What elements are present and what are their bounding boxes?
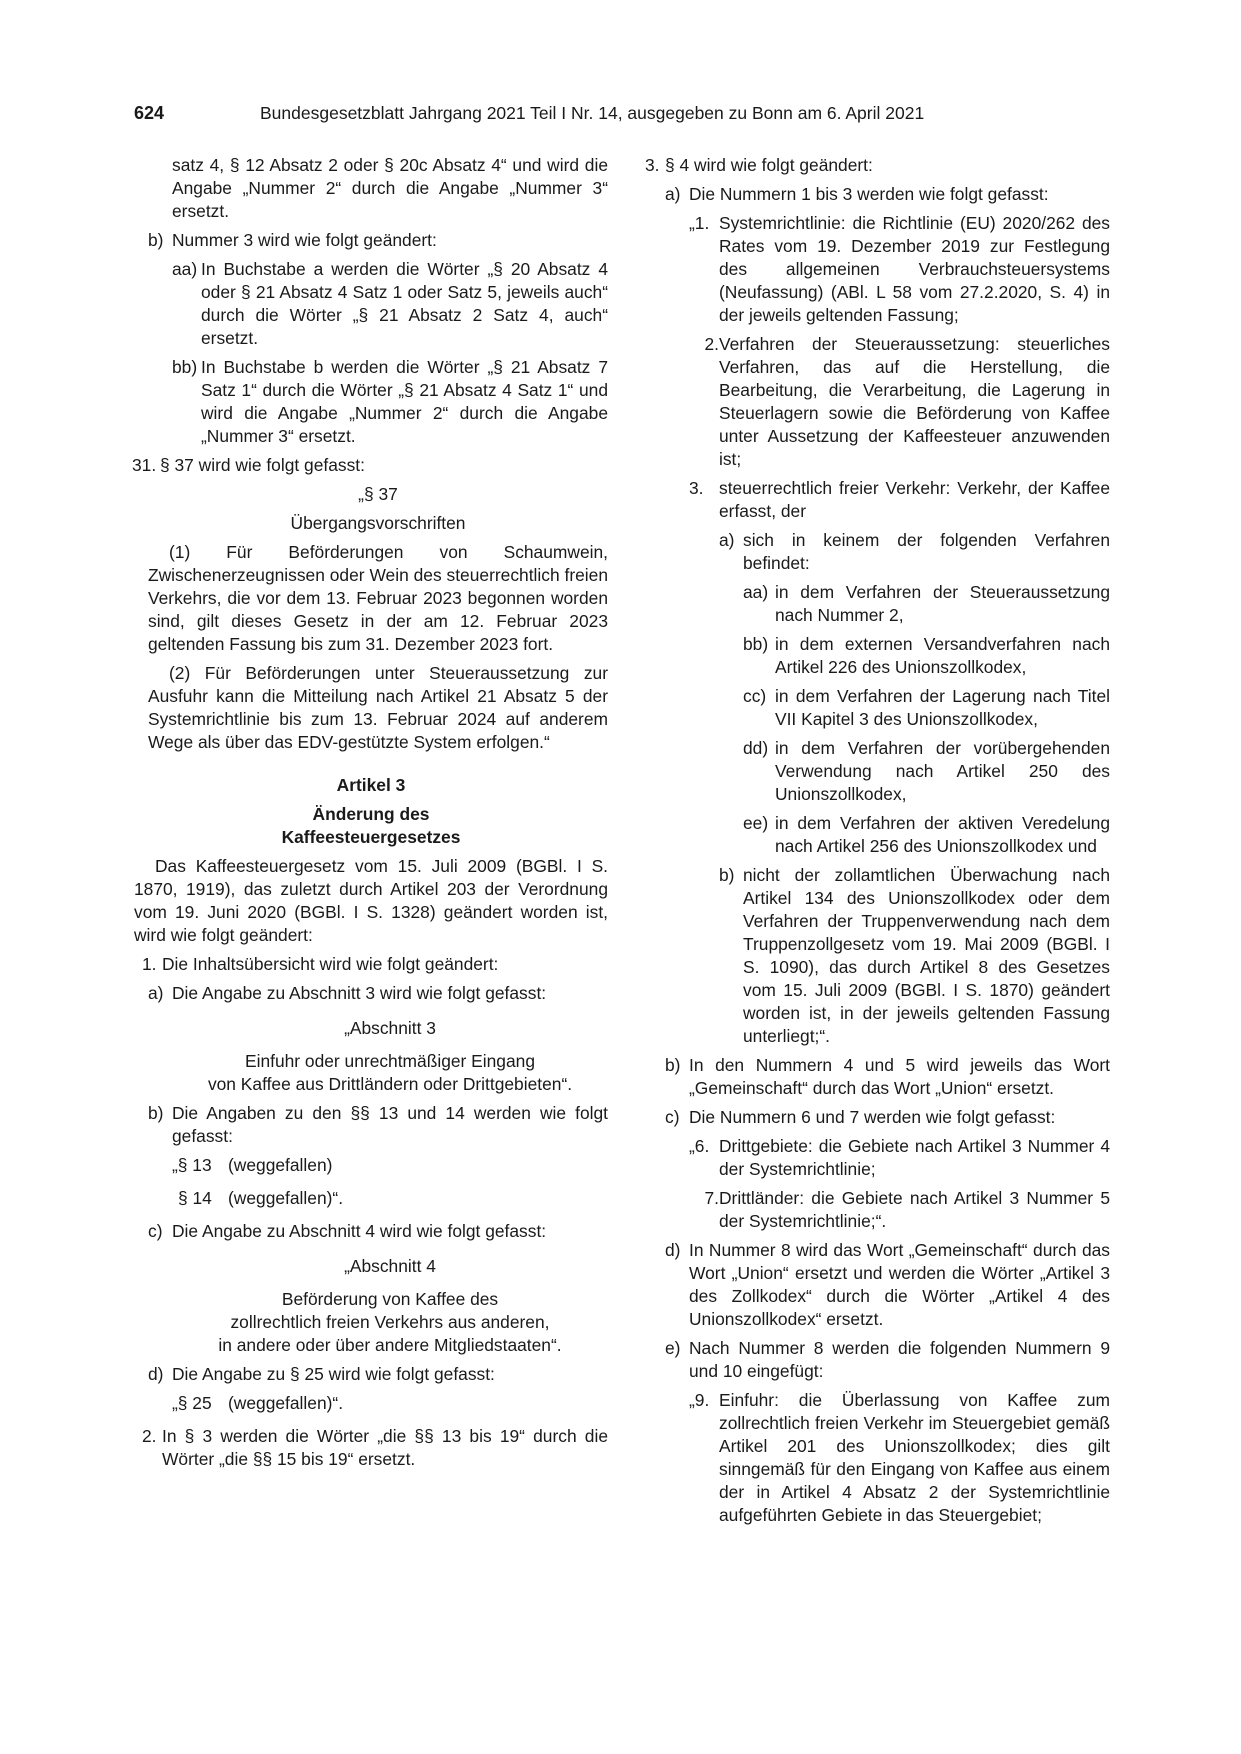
article-heading: Artikel 3 xyxy=(336,775,406,795)
definition-3ee xyxy=(743,812,1110,858)
item-marker: b) xyxy=(719,865,735,885)
item-marker: 3. xyxy=(645,155,660,175)
item-marker: b) xyxy=(665,1055,681,1075)
definition-2 xyxy=(689,333,1110,471)
definition-3dd xyxy=(743,737,1110,806)
item-marker: „9. xyxy=(689,1390,710,1410)
gazette-title: Bundesgesetzblatt Jahrgang 2021 Teil I Nr. 14, ausgegeben zu Bonn am 6. April 2021 xyxy=(260,103,925,123)
item-marker: b) xyxy=(148,1103,164,1123)
list-item-c xyxy=(665,1106,1110,1129)
item-text: Verfahren der Steueraussetzung: steuerliches Verfahren, das auf die Herstellung, die Bearbeitung, die Verarbeitung, die Lagerung in Steuerlagern sowie die Beförderung von Kaffee unter Aussetzung der Kaffeesteuer anzuwenden ist; xyxy=(719,334,1110,469)
definition-3aa xyxy=(743,581,1110,627)
item-marker: dd) xyxy=(743,738,769,758)
item-marker: a) xyxy=(148,983,164,1003)
item-marker: aa) xyxy=(743,582,769,602)
item-text: sich in keinem der folgenden Verfahren befindet: xyxy=(743,530,1110,573)
item-text: Die Nummern 1 bis 3 werden wie folgt gefasst: xyxy=(689,184,1049,204)
list-item-d xyxy=(665,1239,1110,1331)
item-text: Die Angaben zu den §§ 13 und 14 werden wie folgt gefasst: xyxy=(172,1103,608,1146)
left-column xyxy=(134,154,608,1477)
item-marker: ee) xyxy=(743,813,769,833)
item-text: Die Angabe zu Abschnitt 3 wird wie folgt gefasst: xyxy=(172,983,547,1003)
item-marker: 7. xyxy=(704,1188,719,1208)
section-title-line: Beförderung von Kaffee des xyxy=(281,1289,499,1309)
item-marker: e) xyxy=(665,1338,681,1358)
item-text: nicht der zollamtlichen Überwachung nach Artikel 134 des Unionszollkodex oder dem Verfahren der Truppenverwendung nach dem Truppenzollgesetz vom 19. Mai 2009 (BGBl. I S. 1090), das durch Artikel 8 des Gesetzes vom 15. Juli 2009 (BGBl. I S. 1870) geändert worden ist, in der jeweils geltenden Fassung unterliegt;“. xyxy=(743,865,1110,1046)
list-item-1 xyxy=(142,953,608,976)
item-text: In Nummer 8 wird das Wort „Gemeinschaft“ durch das Wort „Union“ ersetzt und werden die Wörter „Artikel 3 des Zollkodex“ durch die Wörter „Artikel 4 des Unionszollkodex“ ersetzt. xyxy=(689,1240,1110,1329)
item-text: in dem Verfahren der vorübergehenden Verwendung nach Artikel 250 des Unionszollkodex, xyxy=(775,738,1110,804)
item-text: Einfuhr: die Überlassung von Kaffee zum zollrechtlich freien Verkehr im Steuergebiet gemäß Artikel 201 des Unionszollkodex; dies gilt sinngemäß für den Eingang von Kaffee aus einem der in Artikel 4 Absatz 2 der Systemrichtlinie aufgeführten Gebiete in das Steuergebiet; xyxy=(719,1390,1110,1525)
definition-3 xyxy=(689,477,1110,523)
list-item-b xyxy=(665,1054,1110,1100)
item-text: In Buchstabe a werden die Wörter „§ 20 Absatz 4 oder § 21 Absatz 4 Satz 1 oder Satz 5, jeweils auch“ durch die Wörter „§ 21 Absatz 2 Satz 4, auch“ ersetzt. xyxy=(201,259,608,348)
section-title-line: zollrechtlich freien Verkehrs aus anderen, xyxy=(230,1312,550,1332)
item-marker: cc) xyxy=(743,686,767,706)
item-text: Die Nummern 6 und 7 werden wie folgt gefasst: xyxy=(689,1107,1056,1127)
definition-6 xyxy=(689,1135,1110,1181)
item-text: In den Nummern 4 und 5 wird jeweils das Wort „Gemeinschaft“ durch das Wort „Union“ ersetzt. xyxy=(689,1055,1110,1098)
definition-3cc xyxy=(743,685,1110,731)
continued-text: satz 4, § 12 Absatz 2 oder § 20c Absatz 4“ und wird die Angabe „Nummer 2“ durch die Angabe „Nummer 3“ ersetzt. xyxy=(172,155,608,221)
paragraph: Das Kaffeesteuergesetz vom 15. Juli 2009 (BGBl. I S. 1870, 1919), das zuletzt durch Artikel 203 der Verordnung vom 19. Juni 2020 (BGBl. I S. 1328) geändert worden ist, wird wie folgt geändert: xyxy=(134,856,608,945)
item-marker: c) xyxy=(665,1107,680,1127)
toc-text: (weggefallen)“. xyxy=(228,1188,344,1208)
article-title: Kaffeesteuergesetzes xyxy=(281,827,461,847)
list-item-b xyxy=(148,229,608,252)
toc-entry-13 xyxy=(172,1154,608,1177)
item-marker: 3. xyxy=(689,478,704,498)
item-text: in dem Verfahren der aktiven Veredelung nach Artikel 256 des Unionszollkodex und xyxy=(775,813,1110,856)
item-marker: d) xyxy=(148,1364,164,1384)
toc-label: „§ 25 xyxy=(172,1393,212,1413)
item-marker: bb) xyxy=(743,634,769,654)
item-marker: 2. xyxy=(142,1426,157,1446)
toc-label: „§ 13 xyxy=(172,1155,212,1175)
item-text: § 37 wird wie folgt gefasst: xyxy=(160,455,365,475)
article-title: Änderung des xyxy=(312,804,430,824)
definition-1 xyxy=(689,212,1110,327)
section-title-line: in andere oder über andere Mitgliedstaaten“. xyxy=(218,1335,562,1355)
definition-3a xyxy=(719,529,1110,575)
list-item-a xyxy=(665,183,1110,206)
definition-3b xyxy=(719,864,1110,1048)
definition-9 xyxy=(689,1389,1110,1527)
item-marker: a) xyxy=(665,184,681,204)
definition-3bb xyxy=(743,633,1110,679)
list-item-2 xyxy=(142,1425,608,1471)
section-title: Übergangsvorschriften xyxy=(290,513,466,533)
item-marker: „1. xyxy=(689,213,710,233)
item-text: Nummer 3 wird wie folgt geändert: xyxy=(172,230,437,250)
toc-entry-25 xyxy=(172,1392,608,1415)
section-heading: „§ 37 xyxy=(358,484,398,504)
item-marker: aa) xyxy=(172,259,198,279)
item-text: in dem externen Versandverfahren nach Artikel 226 des Unionszollkodex, xyxy=(775,634,1110,677)
toc-text: (weggefallen)“. xyxy=(228,1393,344,1413)
toc-text: (weggefallen) xyxy=(228,1155,333,1175)
item-marker: bb) xyxy=(172,357,198,377)
item-text: in dem Verfahren der Lagerung nach Titel VII Kapitel 3 des Unionszollkodex, xyxy=(775,686,1110,729)
list-item-1b xyxy=(148,1102,608,1148)
item-marker: 31. xyxy=(132,455,157,475)
item-text: In § 3 werden die Wörter „die §§ 13 bis 19“ durch die Wörter „die §§ 15 bis 19“ ersetzt. xyxy=(162,1426,608,1469)
definition-7 xyxy=(689,1187,1110,1233)
item-marker: a) xyxy=(719,530,735,550)
right-column xyxy=(645,154,1110,1533)
item-marker: 2. xyxy=(704,334,719,354)
list-item-aa xyxy=(172,258,608,350)
section-heading: „Abschnitt 3 xyxy=(344,1018,436,1038)
list-item-31 xyxy=(132,454,608,477)
paragraph: (2) Für Beförderungen unter Steueraussetzung zur Ausfuhr kann die Mitteilung nach Artikel 21 Absatz 5 der Systemrichtlinie bis zum 13. Februar 2024 auf anderem Wege als über das EDV-gestützte System erfolgen.“ xyxy=(148,663,608,752)
list-item-e xyxy=(665,1337,1110,1383)
page-header xyxy=(134,101,974,125)
toc-label: § 14 xyxy=(178,1188,212,1208)
list-item-1c xyxy=(148,1220,608,1243)
list-item-1a xyxy=(148,982,608,1005)
item-marker: 1. xyxy=(142,954,157,974)
item-marker: b) xyxy=(148,230,164,250)
item-text: In Buchstabe b werden die Wörter „§ 21 Absatz 7 Satz 1“ durch die Wörter „§ 21 Absatz 4 Satz 1“ und wird die Angabe „Nummer 2“ durch die Angabe „Nummer 3“ ersetzt. xyxy=(201,357,608,446)
item-text: steuerrechtlich freier Verkehr: Verkehr, der Kaffee erfasst, der xyxy=(719,478,1110,521)
item-text: in dem Verfahren der Steueraussetzung nach Nummer 2, xyxy=(775,582,1110,625)
item-marker: „6. xyxy=(689,1136,710,1156)
item-text: Die Inhaltsübersicht wird wie folgt geändert: xyxy=(162,954,499,974)
list-item-3 xyxy=(645,154,1110,177)
item-text: Die Angabe zu § 25 wird wie folgt gefasst: xyxy=(172,1364,495,1384)
section-title-line: von Kaffee aus Drittländern oder Drittgebieten“. xyxy=(207,1074,573,1094)
paragraph: (1) Für Beförderungen von Schaumwein, Zwischenerzeugnissen oder Wein des steuerrechtlich freien Verkehrs, die vor dem 13. Februar 2023 begonnen worden sind, gilt dieses Gesetz in der am 12. Februar 2023 geltenden Fassung bis zum 31. Dezember 2023 fort. xyxy=(148,542,608,654)
section-title-line: Einfuhr oder unrechtmäßiger Eingang xyxy=(244,1051,535,1071)
item-text: Die Angabe zu Abschnitt 4 wird wie folgt gefasst: xyxy=(172,1221,547,1241)
list-item-bb xyxy=(172,356,608,448)
section-heading: „Abschnitt 4 xyxy=(344,1256,436,1276)
item-text: Nach Nummer 8 werden die folgenden Nummern 9 und 10 eingefügt: xyxy=(689,1338,1110,1381)
list-item-1d xyxy=(148,1363,608,1386)
item-text: § 4 wird wie folgt geändert: xyxy=(665,155,873,175)
item-text: Drittgebiete: die Gebiete nach Artikel 3 Nummer 4 der Systemrichtlinie; xyxy=(719,1136,1110,1179)
item-text: Systemrichtlinie: die Richtlinie (EU) 2020/262 des Rates vom 19. Dezember 2019 zur Festlegung des allgemeinen Verbrauchsteuersystems (Neufassung) (ABl. L 58 vom 27.2.2020, S. 4) in der jeweils geltenden Fassung; xyxy=(719,213,1110,325)
toc-entry-14 xyxy=(178,1187,608,1210)
item-text: Drittländer: die Gebiete nach Artikel 3 Nummer 5 der Systemrichtlinie;“. xyxy=(719,1188,1110,1231)
item-marker: d) xyxy=(665,1240,681,1260)
item-marker: c) xyxy=(148,1221,163,1241)
page-number: 624 xyxy=(134,103,165,123)
